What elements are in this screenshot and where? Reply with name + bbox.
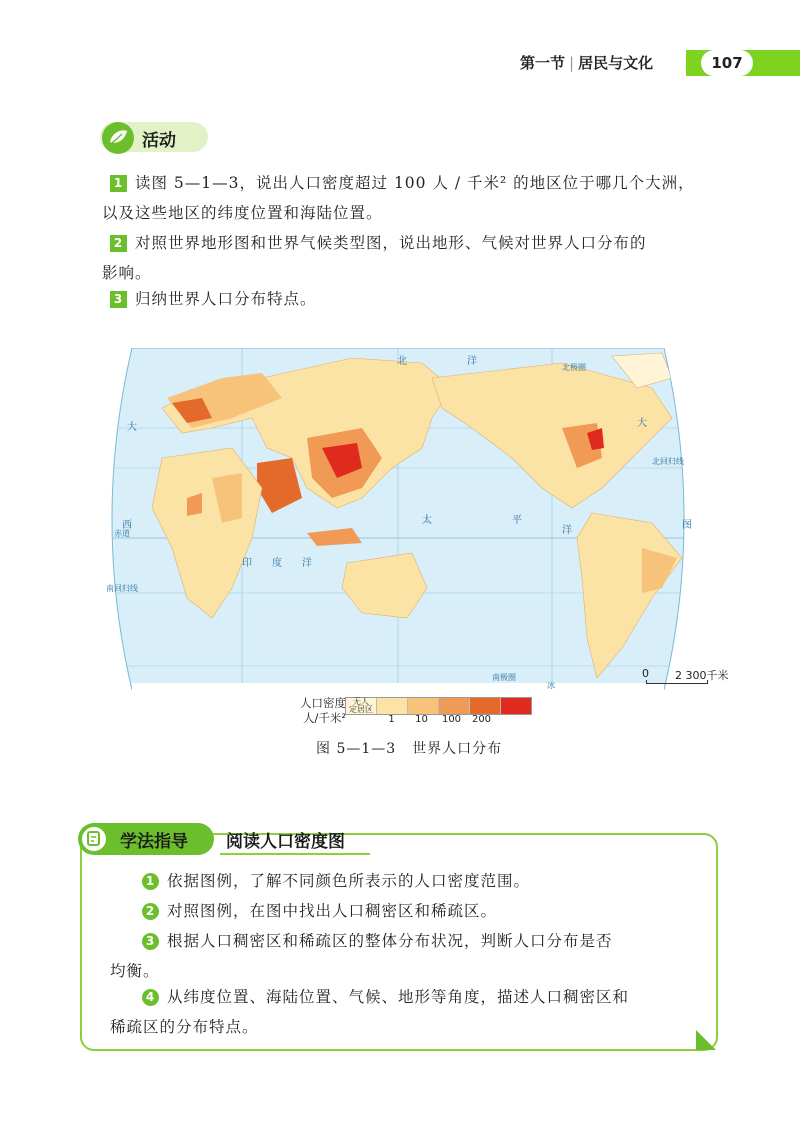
legend-tick: 1 — [388, 714, 395, 725]
item-text: 从纬度位置、海陆位置、气候、地形等角度，描述人口稠密区和 — [167, 988, 630, 1006]
legend-swatch — [501, 698, 531, 714]
section-title: 居民与文化 — [578, 54, 654, 72]
activity-item-1 — [102, 168, 730, 228]
map-label-tropic-capricorn: 南回归线 — [106, 584, 138, 593]
item-circle-number: 2 — [142, 903, 159, 920]
map-label-ocean: 洋 — [467, 356, 477, 367]
legend-color-bar — [345, 697, 532, 715]
activity-item-3 — [110, 284, 730, 314]
legend-uninhabited-line1: 无人 — [353, 697, 369, 706]
map-svg — [92, 348, 704, 690]
legend-swatch — [377, 698, 408, 714]
map-label-arctic-circle: 北极圈 — [562, 363, 586, 372]
map-label-tropic-cancer: 北回归线 — [652, 457, 684, 466]
figure-caption — [316, 738, 502, 758]
method-item-1 — [110, 866, 690, 896]
map-label-ping: 平 — [512, 515, 522, 526]
item-circle-number: 3 — [142, 933, 159, 950]
map-label-north: 北 — [397, 356, 407, 367]
map-label-yin: 印 — [242, 558, 252, 569]
method-item-2 — [110, 896, 690, 926]
map-label-xi: 西 — [122, 520, 132, 531]
map-label-du: 度 — [272, 558, 282, 569]
antarctica — [132, 683, 664, 690]
legend-title-line1: 人口密度 — [300, 696, 346, 710]
legend-swatch-uninhabited — [346, 698, 377, 714]
item-text: 对照图例，在图中找出人口稠密区和稀疏区。 — [167, 902, 498, 920]
figure-title: 世界人口分布 — [412, 741, 503, 757]
scale-distance: 2 300千米 — [675, 669, 729, 682]
legend-tick: 10 — [415, 714, 428, 725]
item-text: 归纳世界人口分布特点。 — [135, 290, 317, 308]
item-text: 依据图例，了解不同颜色所表示的人口密度范围。 — [167, 872, 531, 890]
page-number: 107 — [701, 50, 753, 76]
item-circle-number: 1 — [142, 873, 159, 890]
legend-swatch — [408, 698, 439, 714]
activity-title: 活动 — [142, 131, 176, 151]
item-text-cont: 影响。 — [102, 264, 152, 282]
item-number-badge: 2 — [110, 235, 127, 252]
guide-glyph — [82, 827, 106, 851]
method-title: 学法指导 — [120, 832, 188, 852]
guide-icon — [80, 825, 108, 853]
section-label: 第一节 — [520, 54, 566, 72]
item-text: 根据人口稠密区和稀疏区的整体分布状况，判断人口分布是否 — [167, 932, 613, 950]
legend-swatch — [439, 698, 470, 714]
scale-zero: 0 — [642, 667, 649, 680]
item-text-cont: 均衡。 — [110, 962, 160, 980]
map-label-bing: 冰 — [547, 681, 555, 690]
item-text: 对照世界地形图和世界气候类型图，说出地形、气候对世界人口分布的 — [135, 234, 647, 252]
figure-number: 图 5—1—3 — [316, 741, 397, 757]
legend-tick: 100 — [441, 714, 462, 725]
method-item-3 — [110, 926, 690, 986]
leaf-glyph — [102, 122, 134, 154]
legend-ticks — [380, 714, 493, 725]
legend-swatch — [470, 698, 501, 714]
method-subtitle: 阅读人口密度图 — [226, 832, 345, 852]
item-number-badge: 3 — [110, 291, 127, 308]
activity-item-2 — [102, 228, 730, 288]
leaf-icon — [102, 122, 134, 154]
legend-title — [284, 696, 346, 726]
item-text-cont: 稀疏区的分布特点。 — [110, 1018, 259, 1036]
legend-title-line2: 人/千米² — [303, 711, 346, 725]
map-label-equator: 赤道 — [114, 529, 130, 538]
legend-uninhabited-line2: 定居区 — [349, 705, 373, 714]
item-text-cont: 以及这些地区的纬度位置和海陆位置。 — [102, 204, 383, 222]
corner-fold — [696, 1030, 716, 1050]
item-text: 读图 5—1—3，说出人口密度超过 100 人 / 千米² 的地区位于哪几个大洲， — [135, 174, 695, 192]
scale-bar — [646, 680, 708, 684]
map-label-antarctic-circle: 南极圈 — [492, 673, 516, 682]
map-label-da: 大 — [127, 422, 137, 433]
world-population-map — [92, 348, 704, 690]
map-label-ocean-2: 洋 — [562, 525, 572, 536]
item-number-badge: 1 — [110, 175, 127, 192]
method-item-4 — [110, 982, 690, 1042]
item-circle-number: 4 — [142, 989, 159, 1006]
subtitle-underline — [220, 853, 370, 855]
map-label-tai: 太 — [422, 515, 432, 526]
header-separator: | — [569, 54, 575, 72]
chapter-header — [520, 52, 653, 74]
map-label-tu: 图 — [682, 520, 692, 531]
map-label-da-right: 大 — [637, 418, 647, 429]
legend-tick: 200 — [471, 714, 492, 725]
map-label-ocean-3: 洋 — [302, 558, 312, 569]
